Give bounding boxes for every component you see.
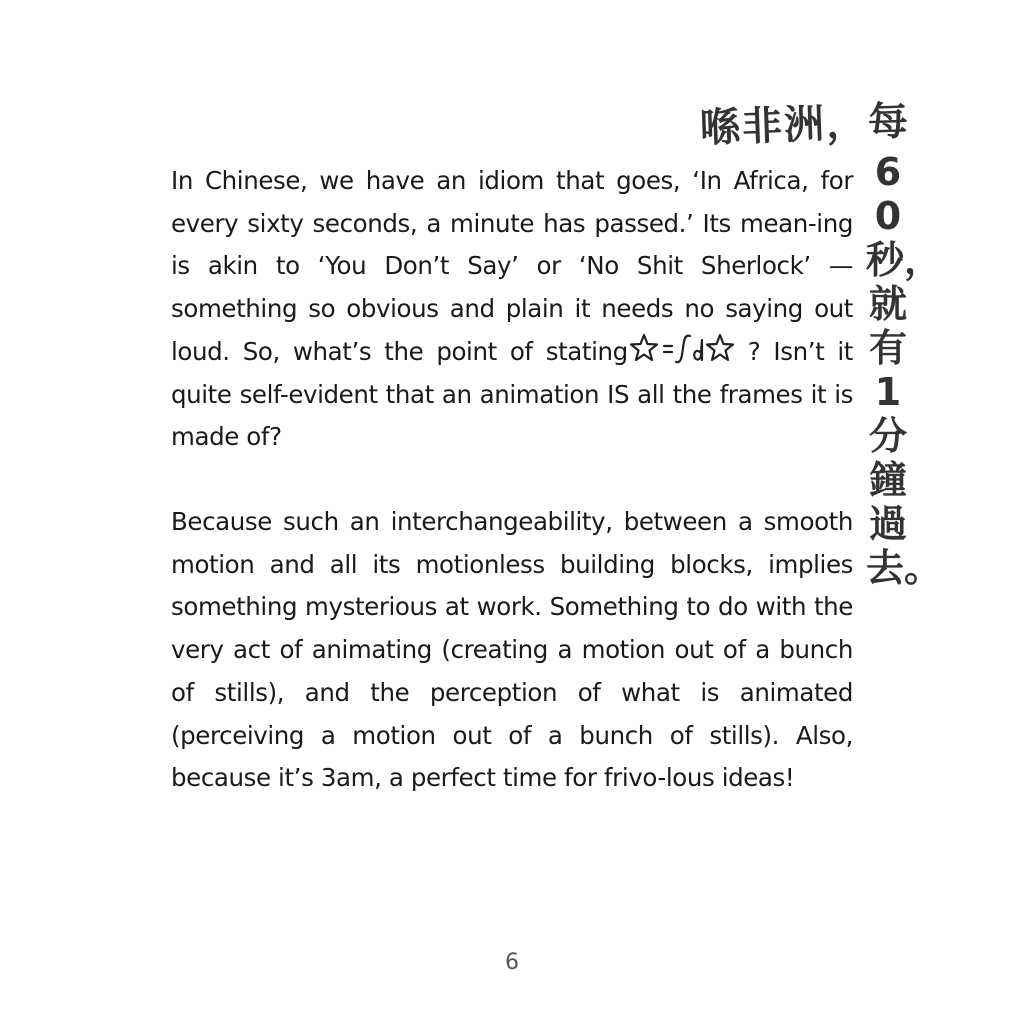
d-letter [694, 340, 702, 360]
star-equals-integral-d-star-formula-icon [630, 332, 748, 366]
equals-sign [664, 346, 672, 352]
paragraph-2: Because such an interchangeability, between a smooth motion and all its motionless building blocks, implies something mysterious at work. Something to do with the very act of animating (creating a motion out of a bunch of stills), and the perception of what is animated (perceiving a motion out of a bunch of stills). Also, because it’s 3am, a perfect time for frivo-lous ideas! [171, 507, 853, 793]
star-icon [631, 335, 657, 360]
paragraph-1 [171, 160, 853, 459]
paragraph-1-text-after-formula: ? Isn’t it quite self-evident that an animation IS all the frames it is made of? [171, 336, 853, 452]
integral-sign [676, 335, 690, 362]
handwritten-note-column: 60秒，就有1分鐘過去。 [866, 150, 943, 590]
page-number: 6 [505, 950, 519, 975]
handwritten-note-top-line: 喺非洲，每 [699, 98, 911, 152]
paragraph-1-text-before-formula: In Chinese, we have an idiom that goes, ‘In Africa, for every sixty seconds, a minute has passed.’ Its mean-ing is akin to ‘You Don’t Say’ or ‘No Shit Sherlock’ — something so obvious and plain it needs no saying out loud. So, what’s the point of stating [171, 166, 853, 366]
star-icon [707, 335, 733, 360]
